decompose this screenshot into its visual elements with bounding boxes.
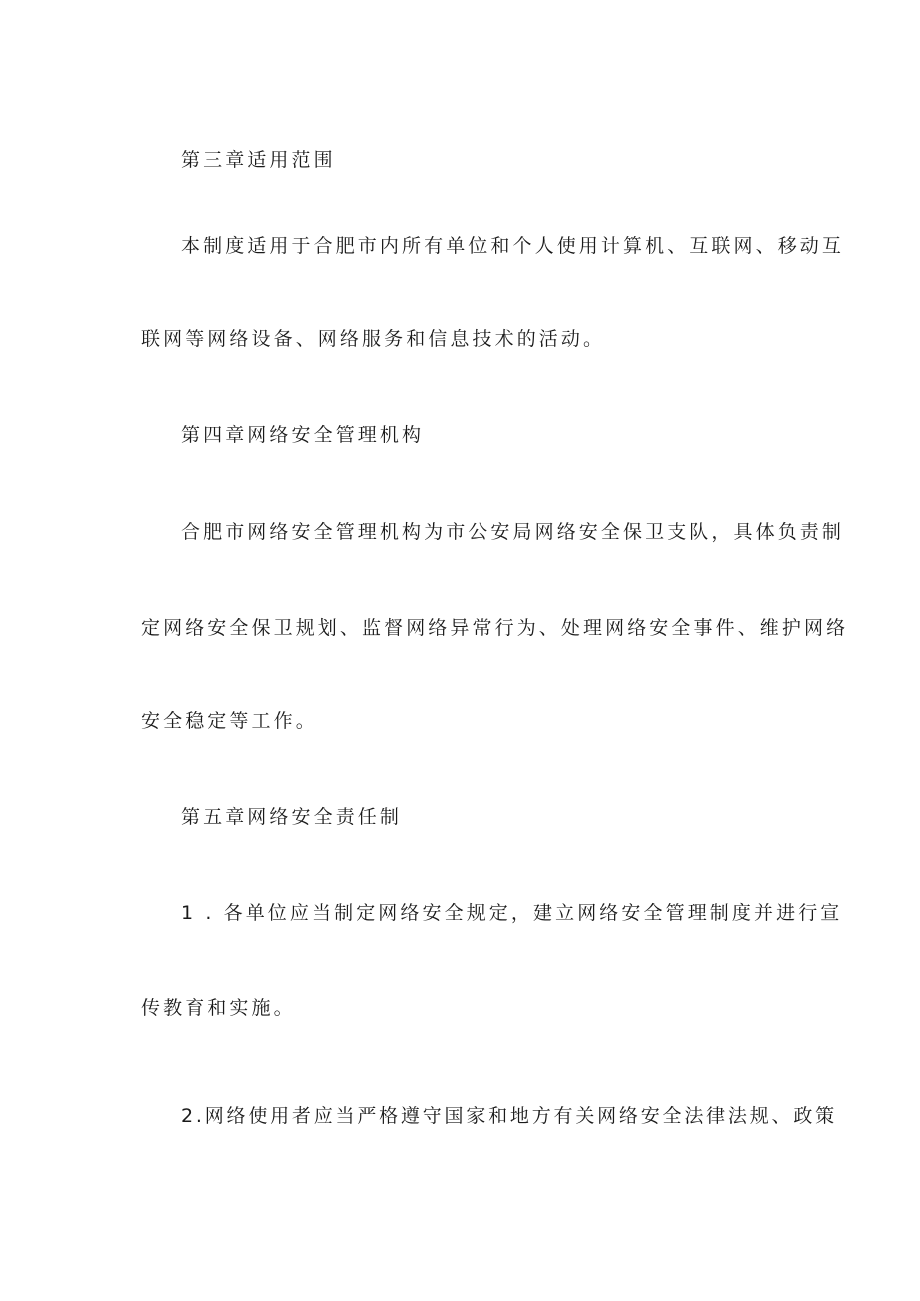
chapter-5-item-1-line-2: 传教育和实施。 xyxy=(141,997,296,1019)
chapter-4-heading: 第四章网络安全管理机构 xyxy=(181,424,425,446)
chapter-5-item-2-line-1: 2.网络使用者应当严格遵守国家和地方有关网络安全法律法规、政策 xyxy=(181,1105,837,1127)
chapter-4-paragraph-line-1: 合肥市网络安全管理机构为市公安局网络安全保卫支队，具体负责制 xyxy=(181,521,845,543)
chapter-4-paragraph-line-3: 安全稳定等工作。 xyxy=(141,710,318,732)
chapter-4-paragraph-line-2: 定网络安全保卫规划、监督网络异常行为、处理网络安全事件、维护网络 xyxy=(141,617,849,639)
chapter-5-item-1-line-1: 1 . 各单位应当制定网络安全规定，建立网络安全管理制度并进行宣 xyxy=(181,902,843,924)
chapter-3-paragraph-line-1: 本制度适用于合肥市内所有单位和个人使用计算机、互联网、移动互 xyxy=(181,235,845,257)
chapter-3-paragraph-line-2: 联网等网络设备、网络服务和信息技术的活动。 xyxy=(141,328,606,350)
chapter-3-heading: 第三章适用范围 xyxy=(181,149,336,171)
chapter-5-heading: 第五章网络安全责任制 xyxy=(181,806,403,828)
